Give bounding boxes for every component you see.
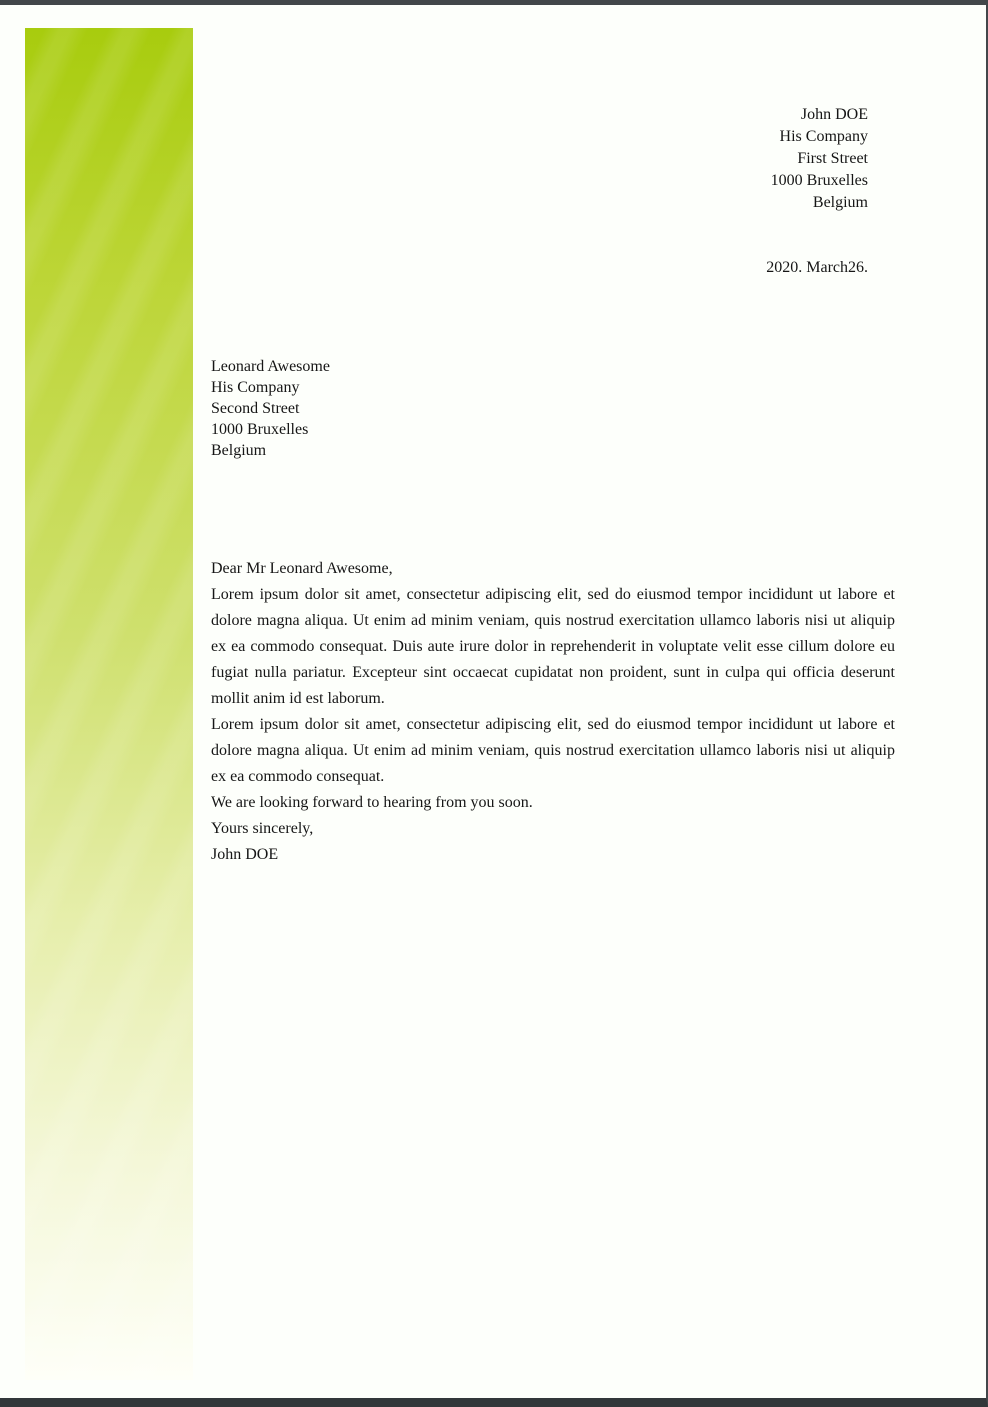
accent-gradient-bar bbox=[25, 28, 193, 1380]
sender-address-block bbox=[771, 104, 868, 214]
recipient-country: Belgium bbox=[211, 442, 267, 459]
recipient-city: 1000 Bruxelles bbox=[211, 421, 309, 438]
letter-body bbox=[211, 556, 895, 868]
sender-country: Belgium bbox=[812, 194, 868, 211]
recipient-company: His Company bbox=[211, 379, 300, 396]
closing-line: We are looking forward to hearing from you soon. bbox=[211, 794, 533, 811]
sender-company: His Company bbox=[779, 128, 868, 145]
salutation: Dear Mr Leonard Awesome, bbox=[211, 560, 393, 577]
recipient-street: Second Street bbox=[211, 400, 300, 417]
valediction: Yours sincerely, bbox=[211, 820, 314, 837]
sender-name: John DOE bbox=[800, 106, 868, 123]
date-line: 2020. March26. bbox=[766, 259, 868, 276]
recipient-name: Leonard Awesome bbox=[211, 358, 330, 375]
signature-name: John DOE bbox=[211, 846, 279, 863]
body-paragraph-2: Lorem ipsum dolor sit amet, consectetur adipiscing elit, sed do eiusmod tempor incididunt ut labore et dolore magna aliqua. Ut enim ad minim veniam, quis nostrud exercitation ullamco laboris nisi ut aliquip ex ea commodo consequat. bbox=[211, 716, 895, 785]
recipient-address-block bbox=[211, 356, 330, 461]
sender-street: First Street bbox=[797, 150, 868, 167]
sender-city: 1000 Bruxelles bbox=[770, 172, 868, 189]
body-paragraph-1: Lorem ipsum dolor sit amet, consectetur adipiscing elit, sed do eiusmod tempor incididunt ut labore et dolore magna aliqua. Ut enim ad minim veniam, quis nostrud exercitation ullamco laboris nisi ut aliquip ex ea commodo consequat. Duis aute irure dolor in reprehenderit in voluptate velit esse cillum dolore eu fugiat nulla pariatur. Excepteur sint occaecat cupidatat non proident, sunt in culpa qui officia deserunt mollit anim id est laborum. bbox=[211, 586, 895, 707]
